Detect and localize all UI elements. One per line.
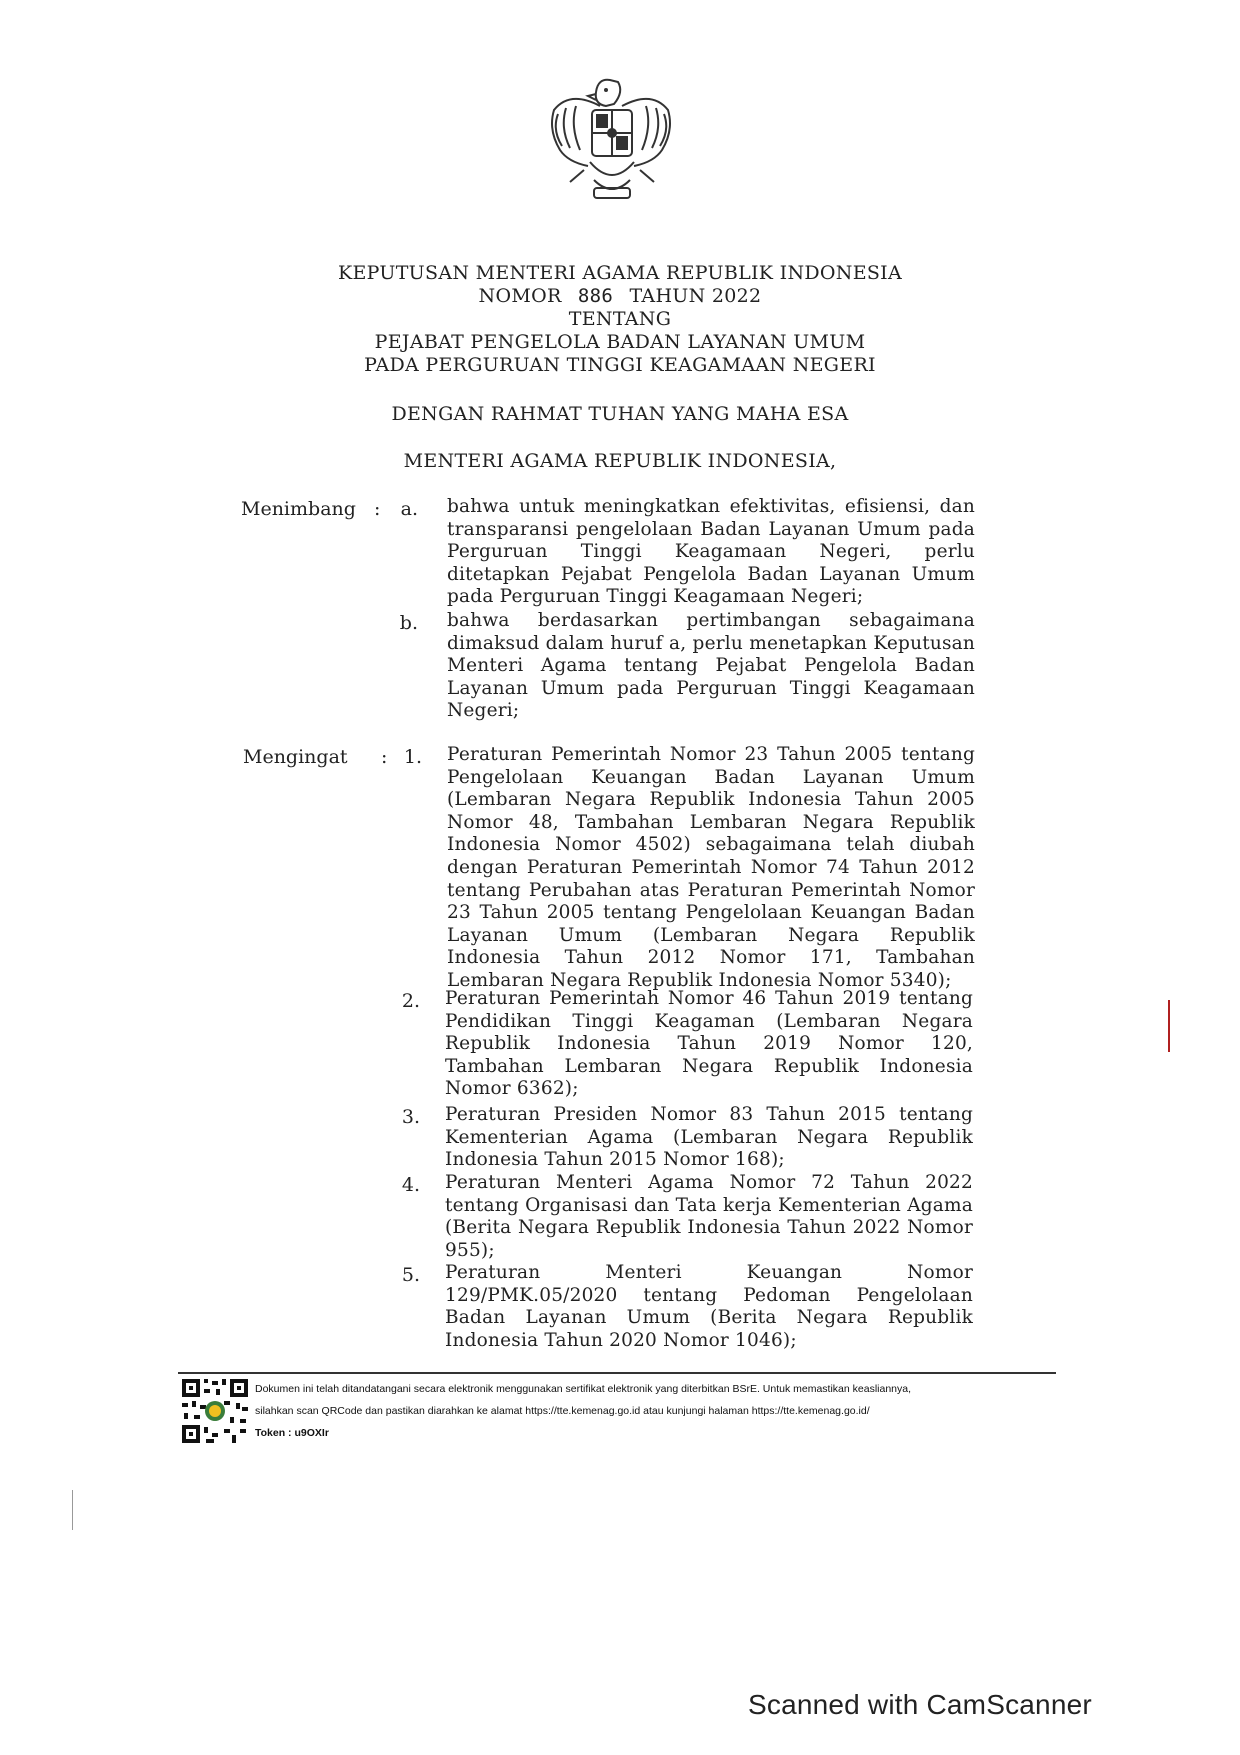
menimbang-item-a: bahwa untuk meningkatkan efektivitas, efisiensi, dan transparansi pengelolaan Badan Layanan Umum pada Perguruan Tinggi Keagamaan Negeri, perlu ditetapkan Pejabat Pengelola Badan Layanan Umum pada Perguruan Tinggi Keagamaan Negeri; bbox=[447, 496, 975, 608]
mengingat-item-5: Peraturan Menteri Keuangan Nomor 129/PMK.05/2020 tentang Pedoman Pengelolaan Badan Layanan Umum (Berita Negara Republik Indonesia Tahun 2020 Nomor 1046); bbox=[445, 1262, 973, 1351]
mengingat-item-2: Peraturan Pemerintah Nomor 46 Tahun 2019 tentang Pendidikan Tinggi Keagaman (Lembaran Negara Republik Indonesia Tahun 2019 Nomor 120, Tambahan Lembaran Negara Republik Indonesia Nomor 6362); bbox=[445, 988, 973, 1100]
mengingat-item-1: Peraturan Pemerintah Nomor 23 Tahun 2005 tentang Pengelolaan Keuangan Badan Layanan Umum (Lembaran Negara Republik Indonesia Tahun 2005 Nomor 48, Tambahan Lembaran Negara Republik Indonesia Nomor 4502) sebagaimana telah diubah dengan Peraturan Pemerintah Nomor 74 Tahun 2012 tentang Perubahan atas Peraturan Pemerintah Nomor 23 Tahun 2005 tentang Pengelolaan Keuangan Badan Layanan Umum (Lembaran Negara Republik Indonesia Tahun 2012 Nomor 171, Tambahan Lembaran Negara Republik Indonesia Nomor 5340); bbox=[447, 744, 975, 991]
mengingat-marker-1: 1. bbox=[403, 746, 422, 768]
menimbang-colon: : bbox=[374, 498, 381, 520]
decree-number: 886 bbox=[577, 285, 614, 307]
menimbang-label: Menimbang bbox=[241, 498, 356, 520]
garuda-emblem bbox=[540, 70, 685, 210]
decree-number-line bbox=[0, 285, 1240, 308]
footer-divider bbox=[178, 1372, 1056, 1374]
number-prefix: NOMOR bbox=[478, 285, 562, 307]
qr-code-icon[interactable] bbox=[180, 1377, 250, 1445]
mengingat-marker-3: 3. bbox=[401, 1106, 420, 1128]
menimbang-item-b: bahwa berdasarkan pertimbangan sebagaimana dimaksud dalam huruf a, perlu menetapkan Keputusan Menteri Agama tentang Pejabat Pengelola Badan Layanan Umum pada Perguruan Tinggi Keagamaan Negeri; bbox=[447, 610, 975, 722]
opening-menteri: MENTERI AGAMA REPUBLIK INDONESIA, bbox=[403, 450, 837, 472]
signature-token: Token : u9OXIr bbox=[255, 1427, 329, 1439]
camscanner-watermark: Scanned with CamScanner bbox=[748, 1689, 1092, 1720]
subject-line-1: PEJABAT PENGELOLA BADAN LAYANAN UMUM bbox=[374, 331, 866, 353]
menimbang-marker-b: b. bbox=[399, 612, 418, 634]
e-signature-note-line-2: silahkan scan QRCode dan pastikan diarahkan ke alamat https://tte.kemenag.go.id atau kunjungi halaman https://tte.kemenag.go.id/ bbox=[255, 1405, 870, 1417]
decree-title: KEPUTUSAN MENTERI AGAMA REPUBLIK INDONESIA bbox=[337, 262, 903, 284]
e-signature-note-line-1: Dokumen ini telah ditandatangani secara elektronik menggunakan sertifikat elektronik yang diterbitkan BSrE. Untuk memastikan keasliannya, bbox=[255, 1383, 912, 1395]
opening-rahmat: DENGAN RAHMAT TUHAN YANG MAHA ESA bbox=[391, 403, 849, 425]
tentang-label: TENTANG bbox=[568, 308, 672, 330]
number-suffix: TAHUN 2022 bbox=[629, 285, 762, 307]
mengingat-marker-4: 4. bbox=[401, 1174, 420, 1196]
mengingat-colon: : bbox=[381, 746, 388, 768]
scan-artifact-line bbox=[1168, 1000, 1170, 1052]
menimbang-marker-a: a. bbox=[400, 498, 418, 520]
subject-line-2: PADA PERGURUAN TINGGI KEAGAMAAN NEGERI bbox=[364, 354, 876, 376]
scan-artifact-mark bbox=[72, 1490, 73, 1530]
mengingat-marker-2: 2. bbox=[401, 990, 420, 1012]
mengingat-label: Mengingat bbox=[243, 746, 348, 768]
mengingat-item-4: Peraturan Menteri Agama Nomor 72 Tahun 2022 tentang Organisasi dan Tata kerja Kementerian Agama (Berita Negara Republik Indonesia Tahun 2022 Nomor 955); bbox=[445, 1172, 973, 1261]
mengingat-item-3: Peraturan Presiden Nomor 83 Tahun 2015 tentang Kementerian Agama (Lembaran Negara Republik Indonesia Tahun 2015 Nomor 168); bbox=[445, 1104, 973, 1171]
decree-header bbox=[0, 262, 1240, 377]
mengingat-marker-5: 5. bbox=[401, 1264, 420, 1286]
